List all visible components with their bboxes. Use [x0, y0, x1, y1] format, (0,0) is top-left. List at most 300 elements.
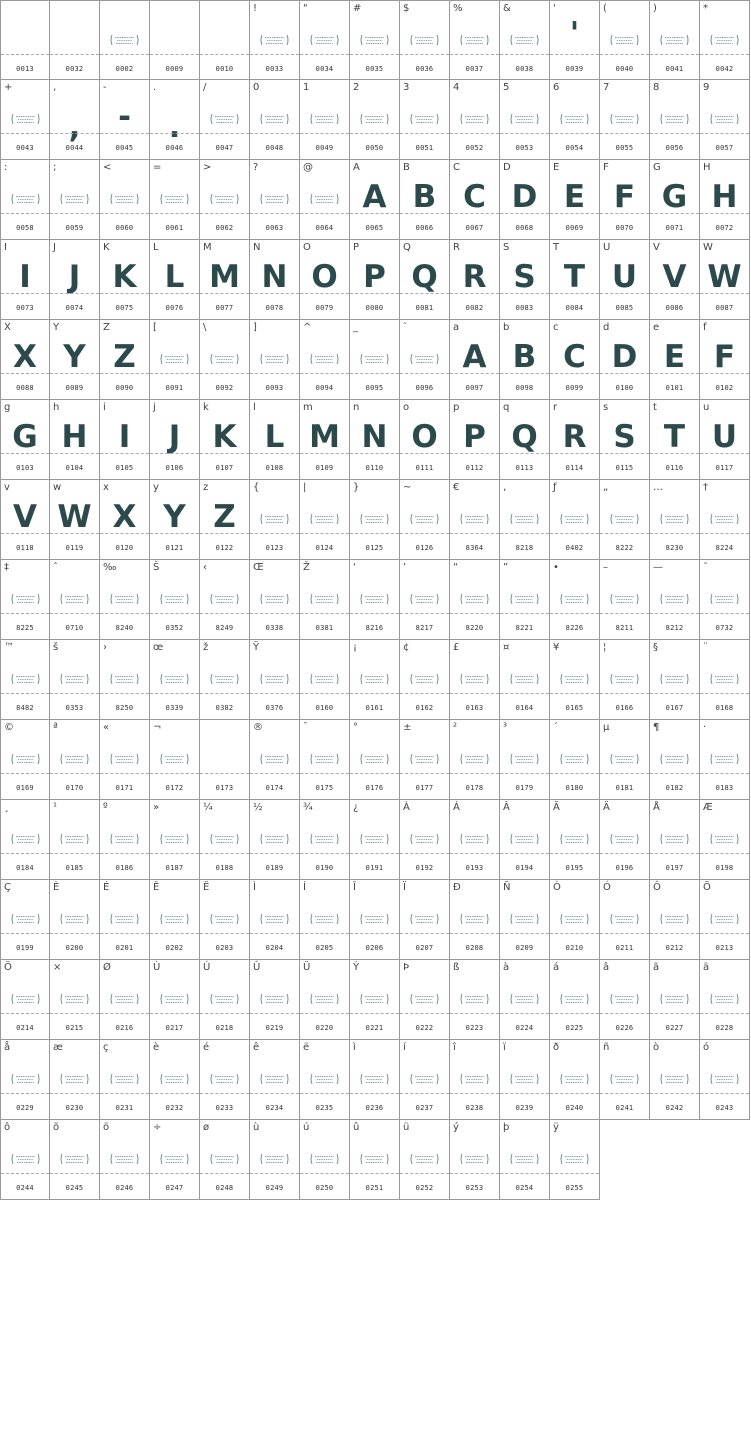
glyph-code: 0043	[16, 144, 34, 152]
glyph-cell-char-label: Î	[353, 882, 356, 893]
glyph-cell	[100, 960, 150, 1040]
glyph-cell	[200, 880, 250, 960]
baseline-guide	[550, 293, 599, 294]
baseline-guide	[600, 1093, 649, 1094]
missing-glyph-icon	[509, 673, 540, 685]
glyph-cell	[650, 80, 700, 160]
glyph-cell	[450, 800, 500, 880]
baseline-guide	[550, 853, 599, 854]
missing-glyph-icon	[709, 1073, 740, 1085]
glyph-code: 0057	[715, 144, 734, 152]
missing-glyph-icon	[209, 993, 240, 1005]
glyph-sample: J	[68, 259, 81, 295]
glyph-code: 8216	[365, 624, 384, 632]
missing-glyph-icon	[509, 753, 540, 765]
glyph-cell	[400, 80, 450, 160]
glyph-cell	[200, 800, 250, 880]
glyph-cell	[400, 0, 450, 80]
glyph-cell	[300, 80, 350, 160]
missing-glyph-icon	[609, 753, 640, 765]
baseline-guide	[550, 373, 599, 374]
glyph-cell	[250, 800, 300, 880]
glyph-cell-char-label: t	[653, 402, 657, 413]
glyph-cell	[700, 80, 750, 160]
glyph-cell-char-label: „	[603, 482, 609, 493]
glyph-cell-char-label: Å	[653, 802, 660, 813]
baseline-guide	[100, 1173, 149, 1174]
glyph-code: 0710	[65, 624, 84, 632]
glyph-code: 0243	[715, 1104, 734, 1112]
glyph-cell-char-label: Ñ	[503, 882, 511, 893]
glyph-code: 8218	[515, 544, 534, 552]
baseline-guide	[150, 693, 199, 694]
missing-glyph-icon	[409, 753, 440, 765]
glyph-sample: P	[363, 259, 386, 295]
glyph-cell	[300, 960, 350, 1040]
glyph-code: 0198	[715, 864, 734, 872]
glyph-code: 0203	[215, 944, 234, 952]
baseline-guide	[200, 533, 249, 534]
glyph-cell-char-label: M	[203, 242, 212, 253]
glyph-code: 0041	[665, 65, 684, 73]
glyph-cell	[100, 80, 150, 160]
glyph-cell	[500, 1040, 550, 1120]
glyph-code: 8220	[465, 624, 484, 632]
glyph-code: 0382	[215, 704, 234, 712]
baseline-guide	[700, 293, 749, 294]
glyph-cell	[250, 400, 300, 480]
glyph-cell-char-label: ³	[503, 722, 508, 733]
glyph-cell-char-label: £	[453, 642, 460, 653]
glyph-cell	[450, 720, 500, 800]
glyph-sample: B	[412, 179, 437, 215]
glyph-cell	[50, 800, 100, 880]
glyph-cell-char-label: h	[53, 402, 60, 413]
glyph-cell-char-label: õ	[53, 1122, 60, 1133]
missing-glyph-icon	[559, 113, 590, 125]
glyph-cell	[600, 80, 650, 160]
baseline-guide	[50, 453, 99, 454]
baseline-guide	[150, 293, 199, 294]
baseline-guide	[400, 293, 449, 294]
baseline-guide	[1, 213, 49, 214]
glyph-cell	[250, 160, 300, 240]
missing-glyph-icon	[259, 593, 290, 605]
glyph-cell	[400, 1040, 450, 1120]
baseline-guide	[100, 54, 149, 55]
glyph-cell-char-label: H	[703, 162, 711, 173]
glyph-cell-char-label: š	[53, 642, 59, 653]
glyph-sample: D	[611, 339, 638, 375]
baseline-guide	[1, 373, 49, 374]
baseline-guide	[350, 853, 399, 854]
glyph-sample: X	[112, 499, 137, 535]
glyph-cell-char-label: f	[703, 322, 707, 333]
glyph-code: 0063	[265, 224, 284, 232]
glyph-cell	[0, 800, 50, 880]
glyph-code: 0217	[165, 1024, 184, 1032]
glyph-cell-char-label: †	[703, 482, 708, 493]
glyph-code: 0013	[16, 65, 34, 73]
glyph-code: 0079	[315, 304, 334, 312]
missing-glyph-icon	[59, 1153, 90, 1165]
glyph-code: 0078	[265, 304, 284, 312]
missing-glyph-icon	[359, 34, 390, 46]
baseline-guide	[50, 1093, 99, 1094]
glyph-code: 0110	[365, 464, 384, 472]
glyph-cell	[550, 800, 600, 880]
glyph-cell-char-label: Ó	[603, 882, 611, 893]
glyph-code: 0186	[115, 864, 134, 872]
baseline-guide	[650, 933, 699, 934]
glyph-cell-char-label: e	[653, 322, 660, 333]
glyph-code: 0194	[515, 864, 534, 872]
glyph-code: 8221	[515, 624, 534, 632]
glyph-cell	[350, 800, 400, 880]
baseline-guide	[550, 54, 599, 55]
glyph-sample: B	[512, 339, 537, 375]
glyph-code: 0213	[715, 944, 734, 952]
baseline-guide	[300, 54, 349, 55]
baseline-guide	[100, 933, 149, 934]
baseline-guide	[500, 373, 549, 374]
glyph-cell	[500, 320, 550, 400]
baseline-guide	[150, 933, 199, 934]
glyph-cell-char-label: w	[53, 482, 62, 493]
baseline-guide	[250, 693, 299, 694]
glyph-cell-char-label: ž	[203, 642, 209, 653]
missing-glyph-icon	[709, 753, 740, 765]
glyph-code: 0121	[165, 544, 184, 552]
glyph-sample: Z	[113, 339, 136, 375]
glyph-cell-char-label: [	[153, 322, 157, 333]
glyph-cell	[150, 880, 200, 960]
baseline-guide	[250, 373, 299, 374]
glyph-code: 0037	[465, 65, 484, 73]
missing-glyph-icon	[10, 833, 41, 845]
glyph-code: 0202	[165, 944, 184, 952]
glyph-code: 0094	[315, 384, 334, 392]
glyph-cell	[550, 320, 600, 400]
missing-glyph-icon	[309, 353, 340, 365]
baseline-guide	[150, 533, 199, 534]
glyph-code: 0353	[65, 704, 84, 712]
glyph-cell	[450, 1040, 500, 1120]
glyph-cell-char-label: î	[453, 1042, 456, 1053]
missing-glyph-icon	[10, 593, 41, 605]
glyph-cell-char-label: 7	[603, 82, 610, 93]
glyph-sample: R	[562, 419, 587, 455]
glyph-cell-char-label: ©	[4, 722, 14, 733]
baseline-guide	[200, 693, 249, 694]
glyph-cell	[500, 880, 550, 960]
glyph-cell-char-label: D	[503, 162, 511, 173]
baseline-guide	[400, 54, 449, 55]
glyph-cell-char-label: ¾	[303, 802, 313, 813]
glyph-cell-char-label: 8	[653, 82, 660, 93]
glyph-code: 0106	[165, 464, 184, 472]
glyph-cell	[650, 320, 700, 400]
baseline-guide	[600, 133, 649, 134]
glyph-code: 0247	[165, 1184, 184, 1192]
baseline-guide	[700, 693, 749, 694]
missing-glyph-icon	[509, 993, 540, 1005]
glyph-code: 0197	[665, 864, 684, 872]
glyph-cell	[600, 720, 650, 800]
glyph-code: 0177	[415, 784, 434, 792]
glyph-cell	[450, 80, 500, 160]
baseline-guide	[300, 453, 349, 454]
missing-glyph-icon	[109, 593, 140, 605]
baseline-guide	[1, 54, 49, 55]
glyph-cell	[250, 1040, 300, 1120]
missing-glyph-icon	[559, 1073, 590, 1085]
baseline-guide	[300, 613, 349, 614]
glyph-sample: R	[462, 259, 487, 295]
missing-glyph-icon	[409, 593, 440, 605]
glyph-code: 0118	[16, 544, 34, 552]
glyph-cell	[300, 880, 350, 960]
glyph-code: 0103	[16, 464, 34, 472]
glyph-code: 0160	[315, 704, 334, 712]
baseline-guide	[300, 133, 349, 134]
glyph-code: 0228	[715, 1024, 734, 1032]
glyph-sample: S	[513, 259, 536, 295]
glyph-code: 0076	[165, 304, 184, 312]
glyph-code: 0122	[215, 544, 234, 552]
baseline-guide	[100, 613, 149, 614]
missing-glyph-icon	[109, 34, 140, 46]
glyph-code: 0253	[465, 1184, 484, 1192]
glyph-cell-char-label: “	[453, 562, 459, 573]
glyph-code: 0090	[115, 384, 134, 392]
glyph-code: 8225	[16, 624, 34, 632]
glyph-code: 0162	[415, 704, 434, 712]
missing-glyph-icon	[609, 113, 640, 125]
glyph-cell	[550, 880, 600, 960]
glyph-cell	[600, 960, 650, 1040]
baseline-guide	[400, 853, 449, 854]
baseline-guide	[150, 1013, 199, 1014]
glyph-sample: V	[662, 259, 687, 295]
missing-glyph-icon	[259, 913, 290, 925]
glyph-sample: I	[118, 419, 131, 455]
baseline-guide	[550, 1013, 599, 1014]
glyph-cell-char-label: Æ	[703, 802, 713, 813]
glyph-code: 0084	[565, 304, 584, 312]
glyph-cell-char-label: ç	[103, 1042, 109, 1053]
glyph-cell-char-label: v	[4, 482, 10, 493]
glyph-cell	[0, 640, 50, 720]
glyph-cell-char-label: W	[703, 242, 713, 253]
baseline-guide	[250, 133, 299, 134]
baseline-guide	[600, 533, 649, 534]
missing-glyph-icon	[259, 833, 290, 845]
glyph-cell-char-label: u	[703, 402, 710, 413]
missing-glyph-icon	[209, 113, 240, 125]
glyph-code: 0182	[665, 784, 684, 792]
baseline-guide	[1, 293, 49, 294]
glyph-cell-char-label: K	[103, 242, 110, 253]
missing-glyph-icon	[159, 353, 190, 365]
glyph-cell-char-label: A	[353, 162, 360, 173]
glyph-cell-char-label: µ	[603, 722, 610, 733]
glyph-cell	[50, 1040, 100, 1120]
glyph-cell	[250, 960, 300, 1040]
glyph-cell-char-label: È	[53, 882, 60, 893]
baseline-guide	[1, 1093, 49, 1094]
glyph-code: 0108	[265, 464, 284, 472]
glyph-cell	[700, 640, 750, 720]
glyph-cell-char-label: 6	[553, 82, 560, 93]
missing-glyph-icon	[609, 833, 640, 845]
baseline-guide	[450, 693, 499, 694]
missing-glyph-icon	[709, 513, 740, 525]
baseline-guide	[50, 373, 99, 374]
glyph-code: 0227	[665, 1024, 684, 1032]
baseline-guide	[600, 453, 649, 454]
glyph-cell	[200, 640, 250, 720]
missing-glyph-icon	[359, 1073, 390, 1085]
baseline-guide	[100, 533, 149, 534]
missing-glyph-icon	[259, 353, 290, 365]
glyph-cell	[100, 480, 150, 560]
glyph-code: 0163	[465, 704, 484, 712]
glyph-cell	[650, 640, 700, 720]
glyph-cell	[550, 240, 600, 320]
glyph-cell-char-label: ¿	[353, 802, 359, 813]
glyph-cell	[450, 480, 500, 560]
missing-glyph-icon	[459, 913, 490, 925]
glyph-cell	[450, 1120, 500, 1200]
glyph-cell	[350, 240, 400, 320]
missing-glyph-icon	[10, 1073, 41, 1085]
glyph-cell	[500, 0, 550, 80]
glyph-code: 0096	[415, 384, 434, 392]
glyph-cell	[700, 320, 750, 400]
baseline-guide	[500, 293, 549, 294]
missing-glyph-icon	[359, 513, 390, 525]
glyph-code: 0210	[565, 944, 584, 952]
glyph-cell-char-label: Š	[153, 562, 160, 573]
missing-glyph-icon	[709, 913, 740, 925]
missing-glyph-icon	[409, 353, 440, 365]
glyph-code: 0097	[465, 384, 484, 392]
glyph-cell	[100, 880, 150, 960]
missing-glyph-icon	[159, 753, 190, 765]
glyph-cell	[200, 560, 250, 640]
missing-glyph-icon	[609, 513, 640, 525]
baseline-guide	[700, 613, 749, 614]
baseline-guide	[500, 1093, 549, 1094]
missing-glyph-icon	[609, 1073, 640, 1085]
missing-glyph-icon	[259, 113, 290, 125]
glyph-code: 0196	[615, 864, 634, 872]
baseline-guide	[400, 213, 449, 214]
glyph-cell-char-label: &	[503, 3, 511, 14]
missing-glyph-icon	[359, 1153, 390, 1165]
baseline-guide	[100, 1013, 149, 1014]
baseline-guide	[600, 933, 649, 934]
glyph-code: 0040	[615, 65, 634, 73]
glyph-sample: H	[61, 419, 88, 455]
glyph-cell	[650, 1040, 700, 1120]
glyph-code: 0245	[65, 1184, 84, 1192]
baseline-guide	[250, 933, 299, 934]
missing-glyph-icon	[309, 113, 340, 125]
glyph-code: 8250	[115, 704, 134, 712]
glyph-code: 0339	[165, 704, 184, 712]
glyph-cell-char-label: ó	[703, 1042, 710, 1053]
baseline-guide	[150, 1093, 199, 1094]
glyph-cell	[300, 320, 350, 400]
glyph-code: 0732	[715, 624, 734, 632]
baseline-guide	[1, 1173, 49, 1174]
glyph-code: 0086	[665, 304, 684, 312]
glyph-cell-char-label: `	[403, 322, 408, 333]
glyph-cell	[650, 560, 700, 640]
missing-glyph-icon	[159, 1153, 190, 1165]
glyph-sample: G	[661, 179, 688, 215]
glyph-sample: W	[57, 499, 92, 535]
glyph-sample: K	[212, 419, 237, 455]
baseline-guide	[50, 1013, 99, 1014]
glyph-code: 0102	[715, 384, 734, 392]
baseline-guide	[550, 453, 599, 454]
glyph-code: 0402	[565, 544, 584, 552]
baseline-guide	[500, 1013, 549, 1014]
glyph-cell-char-label: l	[253, 402, 256, 413]
glyph-code: 0212	[665, 944, 684, 952]
glyph-cell-char-label: ®	[253, 722, 263, 733]
baseline-guide	[400, 533, 449, 534]
glyph-cell-char-label: Ý	[353, 962, 360, 973]
glyph-cell	[350, 640, 400, 720]
missing-glyph-icon	[259, 1153, 290, 1165]
glyph-code: 0093	[265, 384, 284, 392]
glyph-sample: C	[563, 339, 586, 375]
glyph-cell-char-label: Û	[253, 962, 261, 973]
glyph-sample: K	[112, 259, 137, 295]
baseline-guide	[200, 133, 249, 134]
missing-glyph-icon	[10, 1153, 41, 1165]
missing-glyph-icon	[409, 833, 440, 845]
glyph-code: 0089	[65, 384, 84, 392]
glyph-sample: Q	[411, 259, 438, 295]
glyph-cell	[650, 0, 700, 80]
glyph-code: 0183	[715, 784, 734, 792]
glyph-code: 0113	[515, 464, 534, 472]
glyph-code: 0206	[365, 944, 384, 952]
glyph-sample: V	[13, 499, 37, 535]
baseline-guide	[200, 853, 249, 854]
glyph-code: 0191	[365, 864, 384, 872]
glyph-cell	[400, 480, 450, 560]
glyph-code: 0254	[515, 1184, 534, 1192]
glyph-cell	[0, 240, 50, 320]
glyph-sample: U	[611, 259, 638, 295]
glyph-cell	[300, 640, 350, 720]
glyph-cell-char-label: ã	[653, 962, 660, 973]
baseline-guide	[1, 533, 49, 534]
glyph-code: 0238	[465, 1104, 484, 1112]
missing-glyph-icon	[309, 993, 340, 1005]
baseline-guide	[300, 533, 349, 534]
glyph-cell-char-label: =	[153, 162, 162, 173]
glyph-cell	[300, 720, 350, 800]
glyph-cell	[50, 480, 100, 560]
glyph-code: 8364	[465, 544, 484, 552]
